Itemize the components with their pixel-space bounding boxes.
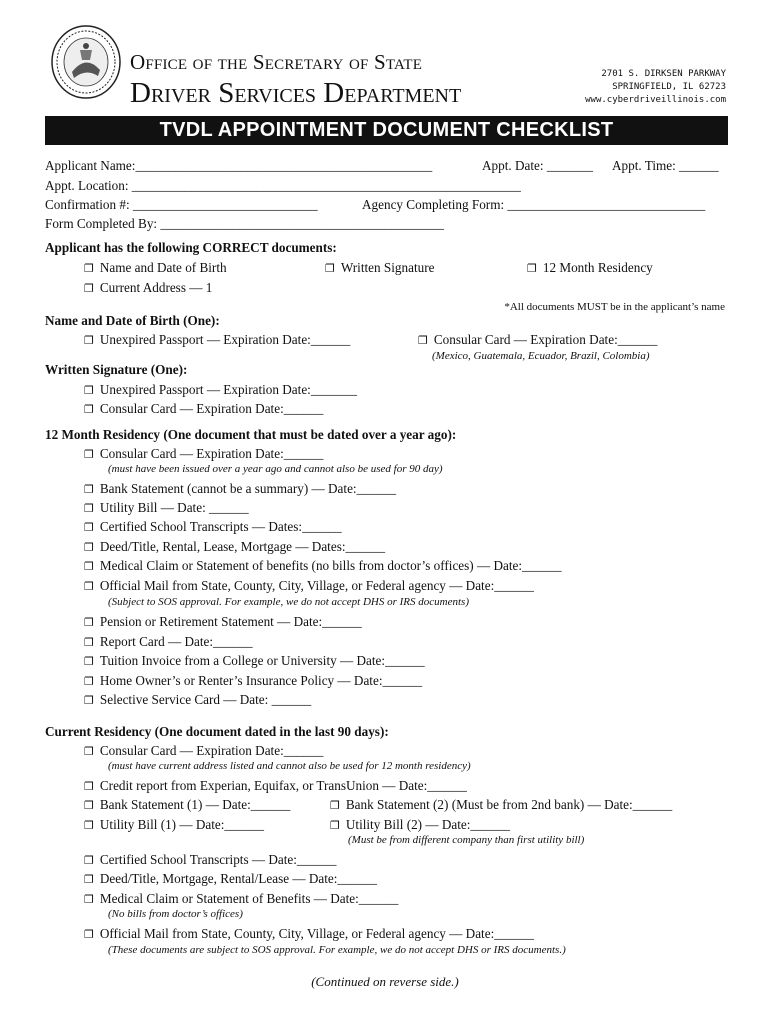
- cur-mail[interactable]: [84, 926, 534, 942]
- checkbox-icon[interactable]: ❐: [84, 780, 94, 793]
- item-label: Utility Bill (2) — Date:______: [345, 817, 510, 832]
- checkbox-icon[interactable]: ❐: [84, 819, 94, 832]
- checkbox-12-month-residency[interactable]: [527, 260, 653, 276]
- checkbox-icon[interactable]: ❐: [84, 636, 94, 649]
- item-label: Utility Bill (1) — Date:______: [99, 817, 264, 832]
- checkbox-written-signature[interactable]: [325, 260, 434, 276]
- checkbox-icon[interactable]: ❐: [84, 282, 94, 295]
- name-dob-consular[interactable]: [418, 332, 657, 348]
- r12-tuition[interactable]: [84, 653, 425, 669]
- item-label: Certified School Transcripts — Dates:______: [99, 519, 342, 534]
- cur-medical[interactable]: [84, 891, 398, 907]
- cur-deed[interactable]: [84, 871, 377, 887]
- item-label: Unexpired Passport — Expiration Date:_______: [99, 382, 357, 397]
- item-label: Tuition Invoice from a College or University — Date:______: [99, 653, 425, 668]
- r12-medical[interactable]: [84, 558, 562, 574]
- checkbox-icon[interactable]: ❐: [84, 928, 94, 941]
- checkbox-icon[interactable]: ❐: [84, 560, 94, 573]
- item-label: Bank Statement (1) — Date:______: [99, 797, 291, 812]
- item-label: Selective Service Card — Date: ______: [99, 692, 312, 707]
- signature-passport[interactable]: [84, 382, 357, 398]
- checkbox-icon[interactable]: ❐: [418, 334, 428, 347]
- item-label: Certified School Transcripts — Date:______: [99, 852, 337, 867]
- cur-bank1[interactable]: [84, 797, 290, 813]
- checkbox-label: 12 Month Residency: [542, 260, 653, 275]
- cur-utility-note: (Must be from different company than first utility bill): [348, 834, 585, 846]
- cur-consular[interactable]: [84, 743, 323, 759]
- current-residency-heading: Current Residency (One document dated in the last 90 days):: [45, 724, 389, 739]
- cur-medical-note: (No bills from doctor’s offices): [108, 908, 243, 920]
- item-label: Pension or Retirement Statement — Date:______: [99, 614, 362, 629]
- appt-time-field[interactable]: Appt. Time: ______: [612, 158, 719, 173]
- item-label: Medical Claim or Statement of benefits (no bills from doctor’s offices) — Date:______: [99, 558, 562, 573]
- item-label: Consular Card — Expiration Date:______: [433, 332, 658, 347]
- item-label: Utility Bill — Date: ______: [99, 500, 249, 515]
- r12-bank[interactable]: [84, 481, 396, 497]
- checkbox-label: Written Signature: [340, 260, 435, 275]
- checkbox-name-dob[interactable]: [84, 260, 227, 276]
- checkbox-label: Current Address — 1: [99, 280, 213, 295]
- cur-mail-note: (These documents are subject to SOS approval. For example, we do not accept DHS or IRS documents.): [108, 944, 566, 956]
- appt-location-field[interactable]: Appt. Location: ___________________________________________________________: [45, 178, 521, 193]
- checkbox-icon[interactable]: ❐: [84, 541, 94, 554]
- consular-countries-note: (Mexico, Guatemala, Ecuador, Brazil, Colombia): [432, 350, 650, 362]
- website-link[interactable]: www.cyberdriveillinois.com: [585, 95, 726, 105]
- continued-note: (Continued on reverse side.): [311, 974, 459, 989]
- r12-utility[interactable]: [84, 500, 249, 516]
- address-line1: 2701 S. DIRKSEN PARKWAY: [601, 69, 726, 79]
- checkbox-icon[interactable]: ❐: [84, 483, 94, 496]
- checkbox-icon[interactable]: ❐: [84, 521, 94, 534]
- page-title: TVDL APPOINTMENT DOCUMENT CHECKLIST: [45, 116, 728, 145]
- checkbox-icon[interactable]: ❐: [84, 893, 94, 906]
- applicant-name-note: *All documents MUST be in the applicant’s name: [504, 301, 725, 313]
- completed-by-field[interactable]: Form Completed By: ___________________________________________: [45, 216, 444, 231]
- checkbox-icon[interactable]: ❐: [84, 502, 94, 515]
- cur-utility2[interactable]: [330, 817, 510, 833]
- checkbox-current-address[interactable]: [84, 280, 212, 296]
- r12-selective-service[interactable]: [84, 692, 311, 708]
- item-label: Consular Card — Expiration Date:______: [99, 743, 324, 758]
- cur-utility1[interactable]: [84, 817, 264, 833]
- residency12-heading: 12 Month Residency (One document that must be dated over a year ago):: [45, 427, 457, 442]
- item-label: Consular Card — Expiration Date:______: [99, 401, 324, 416]
- name-dob-passport[interactable]: [84, 332, 350, 348]
- confirmation-field[interactable]: Confirmation #: ____________________________: [45, 197, 318, 212]
- item-label: Bank Statement (2) (Must be from 2nd bank) — Date:______: [345, 797, 673, 812]
- r12-pension[interactable]: [84, 614, 362, 630]
- signature-consular[interactable]: [84, 401, 323, 417]
- checkbox-icon[interactable]: ❐: [84, 675, 94, 688]
- item-label: Deed/Title, Rental, Lease, Mortgage — Dates:______: [99, 539, 386, 554]
- agency-field[interactable]: Agency Completing Form: ______________________________: [362, 197, 706, 212]
- checkbox-icon[interactable]: ❐: [325, 262, 335, 275]
- item-label: Medical Claim or Statement of Benefits — Date:______: [99, 891, 399, 906]
- r12-deed[interactable]: [84, 539, 385, 555]
- checkbox-icon[interactable]: ❐: [84, 655, 94, 668]
- r12-mail-note: (Subject to SOS approval. For example, we do not accept DHS or IRS documents): [108, 596, 469, 608]
- checkbox-label: Name and Date of Birth: [99, 260, 227, 275]
- checkbox-icon[interactable]: ❐: [84, 873, 94, 886]
- r12-mail[interactable]: [84, 578, 534, 594]
- checkbox-icon[interactable]: ❐: [84, 262, 94, 275]
- checkbox-icon[interactable]: ❐: [84, 334, 94, 347]
- cur-consular-note: (must have current address listed and cannot also be used for 12 month residency): [108, 760, 471, 772]
- checkbox-icon[interactable]: ❐: [330, 819, 340, 832]
- item-label: Unexpired Passport — Expiration Date:______: [99, 332, 351, 347]
- r12-insurance[interactable]: [84, 673, 422, 689]
- checkbox-icon[interactable]: ❐: [84, 403, 94, 416]
- applicant-name-field[interactable]: Applicant Name:_____________________________________________: [45, 158, 433, 173]
- item-label: Home Owner’s or Renter’s Insurance Policy — Date:______: [99, 673, 423, 688]
- name-dob-heading: Name and Date of Birth (One):: [45, 313, 220, 328]
- r12-consular-note: (must have been issued over a year ago and cannot also be used for 90 day): [108, 463, 443, 475]
- cur-credit-report[interactable]: [84, 778, 467, 794]
- checkbox-icon[interactable]: ❐: [527, 262, 537, 275]
- appt-date-field[interactable]: Appt. Date: _______: [482, 158, 593, 173]
- signature-heading: Written Signature (One):: [45, 362, 188, 377]
- item-label: Bank Statement (cannot be a summary) — Date:______: [99, 481, 397, 496]
- checkbox-icon[interactable]: ❐: [84, 580, 94, 593]
- checkbox-icon[interactable]: ❐: [84, 616, 94, 629]
- checkbox-icon[interactable]: ❐: [84, 745, 94, 758]
- checkbox-icon[interactable]: ❐: [84, 694, 94, 707]
- item-label: Official Mail from State, County, City, Village, or Federal agency — Date:______: [99, 926, 534, 941]
- state-seal-icon: [50, 24, 122, 100]
- department-title: Driver Services Department: [130, 77, 462, 109]
- item-label: Consular Card — Expiration Date:______: [99, 446, 324, 461]
- r12-report-card[interactable]: [84, 634, 253, 650]
- correct-docs-heading: Applicant has the following CORRECT documents:: [45, 240, 337, 255]
- checkbox-icon[interactable]: ❐: [84, 854, 94, 867]
- item-label: Report Card — Date:______: [99, 634, 253, 649]
- address-line2: SPRINGFIELD, IL 62723: [612, 82, 726, 92]
- address-block: [585, 68, 726, 107]
- office-title: Office of the Secretary of State: [130, 50, 423, 74]
- cur-transcripts[interactable]: [84, 852, 337, 868]
- checkbox-icon[interactable]: ❐: [84, 384, 94, 397]
- r12-transcripts[interactable]: [84, 519, 342, 535]
- item-label: Credit report from Experian, Equifax, or TransUnion — Date:______: [99, 778, 467, 793]
- item-label: Official Mail from State, County, City, Village, or Federal agency — Date:______: [99, 578, 534, 593]
- checkbox-icon[interactable]: ❐: [330, 799, 340, 812]
- checkbox-icon[interactable]: ❐: [84, 799, 94, 812]
- cur-bank2[interactable]: [330, 797, 672, 813]
- r12-consular[interactable]: [84, 446, 323, 462]
- item-label: Deed/Title, Mortgage, Rental/Lease — Date:______: [99, 871, 377, 886]
- checkbox-icon[interactable]: ❐: [84, 448, 94, 461]
